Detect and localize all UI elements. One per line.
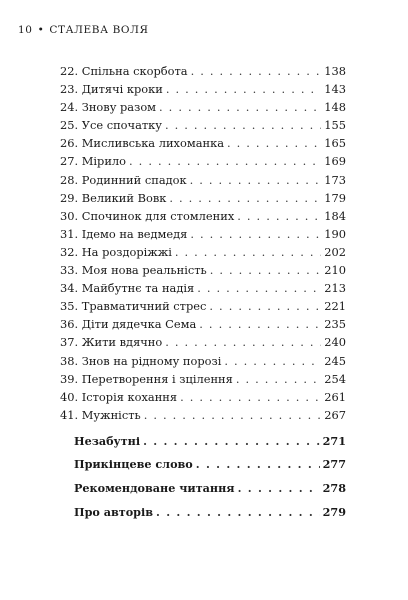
dot-leader: [210, 263, 322, 277]
toc-entry-page: 277: [322, 457, 346, 472]
book-title: СТАЛЕВА ВОЛЯ: [49, 24, 149, 36]
table-of-contents: [60, 64, 346, 528]
toc-entry: [60, 354, 346, 372]
toc-entry: [60, 372, 346, 390]
dot-leader: [143, 434, 320, 448]
toc-entry-page: 210: [324, 263, 346, 278]
toc-entry-page: 165: [324, 136, 346, 151]
toc-entry-title: Незабутні: [74, 433, 141, 448]
toc-entry-page: 190: [324, 226, 346, 241]
running-header: [18, 24, 149, 36]
toc-entry-page: 213: [324, 281, 346, 296]
toc-entry-page: 221: [324, 299, 346, 314]
toc-entry-title: 38. Знов на рідному порозі: [60, 353, 222, 368]
chapter-list: [60, 64, 346, 426]
toc-entry-title: 32. На роздоріжжі: [60, 244, 172, 259]
dot-leader: [227, 136, 321, 150]
dot-leader: [175, 245, 321, 259]
toc-entry-title: 35. Травматичний стрес: [60, 299, 207, 314]
dot-leader: [169, 191, 321, 205]
toc-entry: [60, 245, 346, 263]
toc-entry: [60, 408, 346, 426]
toc-entry-page: 148: [324, 100, 346, 115]
toc-entry-title: 23. Дитячі кроки: [60, 82, 163, 97]
toc-entry: [60, 335, 346, 353]
toc-entry-title: 39. Перетворення і зцілення: [60, 371, 233, 386]
dot-leader: [144, 408, 322, 422]
dot-leader: [156, 505, 320, 519]
toc-entry-page: 155: [324, 118, 346, 133]
header-separator: •: [37, 24, 45, 36]
toc-entry-page: 173: [324, 172, 346, 187]
toc-back-entry: [60, 505, 346, 529]
toc-entry: [60, 227, 346, 245]
dot-leader: [236, 372, 321, 386]
toc-entry-title: 26. Мисливська лихоманка: [60, 136, 224, 151]
toc-entry-title: 40. Історія кохання: [60, 389, 178, 404]
toc-entry-page: 202: [324, 244, 346, 259]
toc-entry-title: 22. Спільна скорбота: [60, 64, 188, 78]
toc-entry-page: 254: [324, 371, 346, 386]
toc-entry-title: Прикінцеве слово: [74, 457, 193, 472]
dot-leader: [196, 457, 320, 471]
toc-entry-title: 36. Діти дядечка Сема: [60, 317, 197, 332]
dot-leader: [191, 64, 322, 78]
toc-entry-page: 245: [324, 353, 346, 368]
dot-leader: [165, 335, 321, 349]
toc-entry: [60, 281, 346, 299]
toc-entry-title: Рекомендоване читання: [74, 481, 235, 496]
toc-entry: [60, 136, 346, 154]
toc-entry-title: 41. Мужність: [60, 407, 141, 422]
toc-entry-title: 30. Спочинок для стомлених: [60, 208, 235, 223]
dot-leader: [237, 209, 321, 223]
dot-leader: [166, 82, 321, 96]
toc-entry-page: 179: [324, 190, 346, 205]
dot-leader: [209, 299, 321, 313]
toc-entry-page: 261: [324, 389, 346, 404]
toc-entry-page: 271: [322, 433, 346, 448]
toc-entry-title: 33. Моя нова реальність: [60, 263, 207, 278]
toc-entry: [60, 100, 346, 118]
toc-entry: [60, 390, 346, 408]
toc-entry-title: 24. Знову разом: [60, 100, 157, 115]
toc-entry: [60, 191, 346, 209]
toc-entry: [60, 317, 346, 335]
toc-entry-title: 25. Усе спочатку: [60, 118, 162, 133]
toc-entry: [60, 64, 346, 82]
toc-entry-title: Про авторів: [74, 504, 154, 519]
dot-leader: [129, 154, 321, 168]
toc-entry-page: 278: [322, 481, 346, 496]
dot-leader: [159, 100, 321, 114]
toc-entry: [60, 209, 346, 227]
dot-leader: [238, 481, 320, 495]
toc-entry: [60, 173, 346, 191]
toc-entry-title: 34. Майбутнє та надія: [60, 281, 195, 296]
toc-entry-page: 235: [324, 317, 346, 332]
toc-entry-page: 240: [324, 335, 346, 350]
toc-entry: [60, 263, 346, 281]
dot-leader: [165, 118, 321, 132]
toc-entry-page: 184: [324, 208, 346, 223]
dot-leader: [224, 354, 321, 368]
page-number: 10: [18, 24, 33, 36]
toc-entry-title: 37. Жити вдячно: [60, 335, 163, 350]
dot-leader: [190, 227, 321, 241]
toc-back-entry: [60, 457, 346, 481]
toc-entry: [60, 299, 346, 317]
toc-entry-title: 28. Родинний спадок: [60, 172, 187, 187]
toc-entry: [60, 154, 346, 172]
toc-entry-page: 279: [322, 504, 346, 519]
toc-entry: [60, 82, 346, 100]
toc-back-entry: [60, 481, 346, 505]
toc-back-entry: [60, 434, 346, 458]
toc-entry: [60, 118, 346, 136]
dot-leader: [190, 173, 322, 187]
dot-leader: [197, 281, 321, 295]
toc-entry-page: 169: [324, 154, 346, 169]
toc-entry-page: 143: [324, 82, 346, 97]
toc-entry-page: 267: [324, 407, 346, 422]
toc-entry-title: 29. Великий Вовк: [60, 190, 167, 205]
toc-entry-page: 138: [324, 64, 346, 78]
dot-leader: [180, 390, 321, 404]
toc-entry-title: 27. Мірило: [60, 154, 127, 169]
back-matter-list: [60, 434, 346, 528]
dot-leader: [199, 317, 321, 331]
toc-entry-title: 31. Ідемо на ведмедя: [60, 226, 188, 241]
